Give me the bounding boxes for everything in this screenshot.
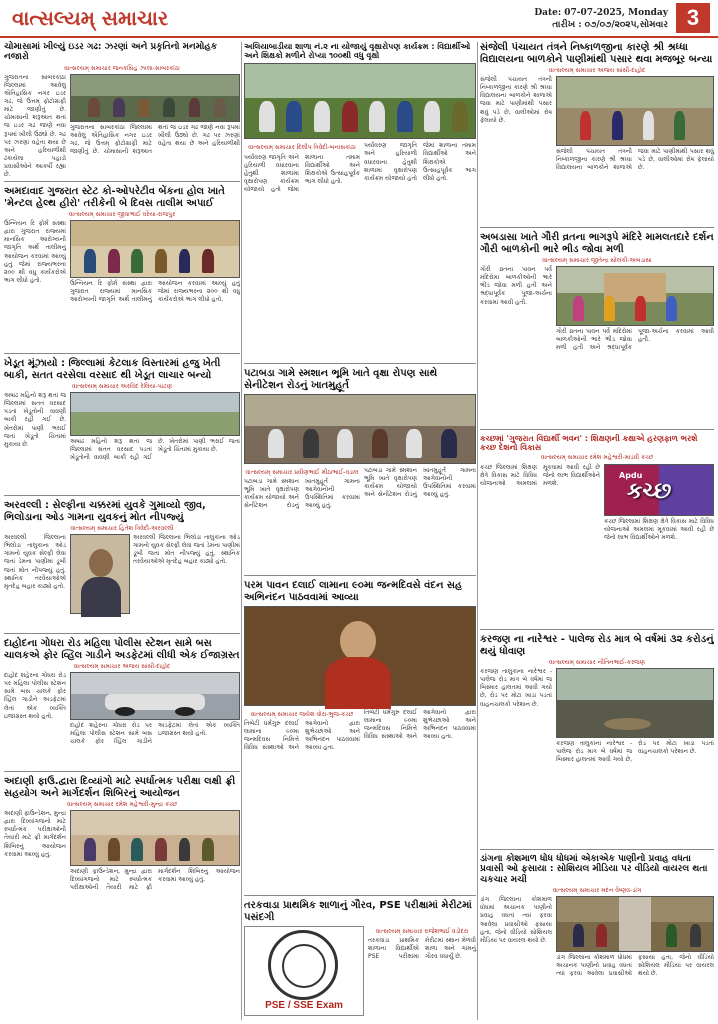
- byline: વાત્સલ્યમ્ સમાચાર જીવાભાઈ વરૈયા-રાજપુર: [68, 211, 176, 218]
- story-mental-health-hero: [4, 186, 240, 354]
- story-selfie-death: [4, 500, 240, 634]
- photo-damaged-car: [70, 672, 240, 720]
- column-divider: [477, 42, 478, 1020]
- byline: વાત્સલ્યમ્ સમાચાર જીતેન્દ્ર સોલંકી-અબડાસા: [542, 257, 652, 264]
- column-2: [244, 42, 476, 1020]
- column-divider: [241, 42, 242, 1020]
- article-body-cont: અરવલ્લી જિલ્લાના ભિલોડા તાલુકાના ઓડ ગામનો યુવક સેલ્ફી લેવા જતાં ડેમના પાણીમાં ડૂબી જતાં મોત નીપજ્યું હતું. સ્થાનિક તરવૈયાઓએ મૃતદેહ બહાર કાઢ્યો હતો.: [133, 534, 240, 566]
- article-body: ગુજરાતના સાબરકાંઠા જિલ્લામાં આવેલું ઐતિહાસિક નગર ઇડર ગઢ, જે ઉત્તમ્ ફોટોગ્રાફી માટે જાણીતું છે. ચોમાસાની શરૂઆત થતાં જ ઇડર ગઢ જાણે નવા રૂપમાં ખીલી ઉઠ્યો છે. ગઢ પર ઝરણાં વહેતા થયા છે અને હરિયાળીથી ઢંકાયેલા પહાડો પ્રવાસીઓને આકર્ષી રહ્યા છે.: [4, 73, 66, 178]
- photo-dalai-lama: [244, 606, 476, 706]
- photo-kids-in-water: [556, 76, 714, 146]
- headline: અમદાવાદ ગુજરાત સ્ટેટ કો-ઓપરેટીવ બેંકના હોલ ખાતે 'મેન્ટલ હેલ્થ હીરો' તરીકેની બે દિવસ તાલીમ અપાઈ: [4, 186, 225, 209]
- headline: અબડાસા ખાતે ગૌરી વ્રતના ભાગરૂપે મંદિરે મામલતદારે દર્શન ગૌરી બાળકોની ભારે ભીડ જોવા મળી: [480, 232, 714, 255]
- pse-exam-label: PSE / SSE Exam: [265, 1000, 343, 1011]
- story-karjan-road-damage: [480, 634, 714, 850]
- article-body: પટાબડા ગામે સ્મશાન ભૂમિ ખાતે વૃક્ષારોપણ કાર્યક્રમ યોજાયો અને સેનીટેશન રોડનું ખાતમુહૂર્ત ગામના આગેવાનોની ઉપસ્થિતિમાં કરવામાં આવ્યું હતું.: [244, 478, 360, 510]
- headline: કચ્છમાં 'ગુજરાત વિદ્યાર્થી ભવન' : શિક્ષણની કક્ષાએ હરણફાળ ભરશે કચ્છ દેશનો વિકાસ: [480, 434, 698, 453]
- date-gujarati: તારીખ : ૦૭/૦૭/૨૦૨૫,સોમવાર: [552, 20, 668, 30]
- article-body-cont: કરજણ તાલુકાના નારેશ્વર - પાલેજ રોડ માત્ર બે વર્ષમાં જ બિસ્માર હાલતમાં આવી ગયો છે, રોડ પર મોટા ખાડા પડતાં વાહનચાલકો પરેશાન છે.: [556, 740, 714, 764]
- state-seal-icon: [268, 930, 338, 1000]
- headline: દાહોદના ગોધરા રોડ મહિલા પોલીસ સ્ટેશન સામે બસ ચાલકએ ફોર વ્હિલ ગાડીને અડફેટમાં લીધી એક ઈજાગ્રસ્ત: [4, 638, 240, 661]
- article-body-cont: કચ્છ જિલ્લામાં શિક્ષણ ક્ષેત્રે વિકાસ માટે વિવિધ યોજનાઓ અમલમાં મૂકવામાં આવી રહી છે જેનો લાભ વિદ્યાર્થીઓને મળશે.: [604, 517, 714, 541]
- story-dalai-lama-birthday: [244, 580, 476, 896]
- byline: વાત્સલ્યમ્ સમાચાર નીતિનભાઈ-કરજણ: [549, 659, 645, 666]
- story-adani-foundation: [4, 776, 240, 1020]
- article-body-cont: ઉન્નિયન રિ ફોર્મ સંસ્થા દ્વારા ગુજરાત રાજ્યમાં માનસિક આરોગ્યની જાગૃતિ અર્થે તાલીમનું આયોજન કરવામાં આવ્યું હતું જેમાં રાજ્યભરના ૨૦૦ થી વધુ કાર્યકરોએ ભાગ લીધો હતો.: [70, 280, 240, 304]
- story-farmers-rain: [4, 358, 240, 496]
- newspaper-title: વાત્સલ્યમ્ સમાચાર: [12, 6, 169, 30]
- article-body-cont: પર્યાવરણ જાગૃતિ અને હરિયાળી વધારવાના હેતુથી શાળામાં વૃક્ષારોપણ કાર્યક્રમ યોજાયો હતો જેમાં શાળાના તમામ વિદ્યાર્થીઓ અને શિક્ષકોએ ઉત્સાહપૂર્વક ભાગ લીધો હતો.: [364, 142, 476, 182]
- apdu-kutch-banner: [604, 464, 714, 516]
- article-body-cont: તિબેટી ધર્મગુરુ દલાઈ લામાના ૯૦મા જન્મદિવસ નિમિત્તે વિવિધ સંસ્થાઓ અને આગેવાનો દ્વારા શુભેચ્છાઓ અને અભિનંદન પાઠવવામાં આવ્યા હતા.: [364, 709, 476, 741]
- story-sanjeli-flood-school: [480, 42, 714, 228]
- headline: અદાણી ફાઉ.દ્વારા દિવ્યાંગો માટે સ્પર્ધાત્મક પરીક્ષા લક્ષી ફ્રી સહયોગ અને માર્ગદર્શન શિબિરનું આયોજન: [4, 776, 236, 799]
- story-gauri-vrat-temple: [480, 232, 714, 430]
- headline: અરવલ્લી : સેલ્ફીના ચક્કરમાં યુવકે ગુમાવ્યો જીવ, ભિલોડાના ઓડ ગામના યુવકનું મોત નીપજ્યું: [4, 500, 206, 523]
- article-body-cont: સંજેલી પંચાયત તંત્રની નિષ્કાળજીના કારણે શ્રી શ્રધ્ધા વિદ્યાલયના બાળકોને શાળાએ જવા માટે પાણીમાંથી પસાર થવું પડે છે, વાલીઓમાં રોષ ફેલાયો છે.: [556, 148, 714, 172]
- article-body-cont: દાહોદ શહેરના ગોધરા રોડ પર મહિલા પોલીસ સ્ટેશન સામે બસ ચાલકે ફોર વ્હિલ ગાડીને અડફેટમાં લેતાં એક વ્યક્તિ ઇજાગ્રસ્ત થયો હતો.: [70, 722, 240, 746]
- byline: વાત્સલ્યમ્ સમાચાર રમેશ મહેશ્વરી-માંડવી કચ્છ: [540, 454, 654, 462]
- banner-kutch-text: કચ્છ: [627, 478, 672, 504]
- page-number: 3: [676, 3, 710, 33]
- article-body: અરવલ્લી જિલ્લાના ભિલોડા તાલુકાના ઓડ ગામનો યુવક સેલ્ફી લેવા જતાં ડેમના પાણીમાં ડૂબી જતાં મોત નીપજ્યું હતું. સ્થાનિક તરવૈયાઓએ મૃતદેહ બહાર કાઢ્યો હતો.: [4, 534, 66, 590]
- article-body-cont: ગૌરી વ્રતના પાવન પર્વે મંદિરોમાં બાળકીઓની ભારે ભીડ જોવા મળી હતી અને શ્રદ્ધાપૂર્વક પૂજા-અર્ચના કરવામાં આવી હતી.: [556, 328, 714, 352]
- headline: ડાંગના કોશમાળ ધોધ ધોધમાં એકાએક પાણીનો પ્રવાહ વધતા પ્રવાસી ઓ ફસાયા : સોશિયલ મીડિયા પર વીડિયો વાયરલ થતા ચકચાર મચી: [480, 854, 708, 885]
- headline: તરકવાડા પ્રાથમિક શાળાનું ગૌરવ, PSE પરીક્ષામાં મેરીટમાં પસંદગી: [244, 900, 472, 923]
- article-body-cont: ગુજરાતના સાબરકાંઠા જિલ્લામાં આવેલું ઐતિહાસિક નગર ઇડર ગઢ, જે ઉત્તમ્ ફોટોગ્રાફી માટે જાણીતું છે. ચોમાસાની શરૂઆત થતાં જ ઇડર ગઢ જાણે નવા રૂપમાં ખીલી ઉઠ્યો છે. ગઢ પર ઝરણાં વહેતા થયા છે અને હરિયાળીથી: [70, 123, 240, 156]
- pse-exam-emblem: [244, 926, 364, 1016]
- dateline: [534, 7, 668, 31]
- byline: વાત્સલ્યમ્ સમાચાર રમેશ મહેશ્વરી-મુન્દ્રા કચ્છ: [66, 801, 178, 808]
- article-body: ડાંગ જિલ્લાના કોશમાળ ધોધમાં અચાનક પાણીનો પ્રવાહ વધતાં ત્યાં ફરવા આવેલા પ્રવાસીઓ ફસાયા હતા, જેનો વીડિયો સોશિયલ મીડિયા પર વાયરલ થયો છે.: [480, 896, 552, 944]
- article-body: કચ્છ જિલ્લામાં શિક્ષણ ક્ષેત્રે વિકાસ માટે વિવિધ યોજનાઓ અમલમાં મૂકવામાં આવી રહી છે જેનો લાભ વિદ્યાર્થીઓને મળશે.: [480, 463, 600, 487]
- photo-damaged-road: [556, 668, 714, 738]
- byline: વાત્સલ્યમ્ સમાચાર પ્રવીણભાઈ મીઠાભાઈ-વડાલ: [245, 469, 359, 476]
- headline: ચોમાસામાં ખીલ્યું ઇડર ગઢ: ઝરણાં અને પ્રકૃતિનો મનમોહક નજારો: [4, 42, 218, 63]
- article-body: અદાણી ફાઉન્ડેશન, મુન્દ્રા દ્વારા દિવ્યાંગજનો માટે સ્પર્ધાત્મક પરીક્ષાઓની તૈયારી માટે ફ્રી માર્ગદર્શન શિબિરનું આયોજન કરવામાં આવ્યું હતું.: [4, 810, 66, 858]
- byline: વાત્સલ્યમ્ સમાચાર જનકસિંહ ઝાલા-સાબરકાંઠા: [64, 64, 180, 72]
- byline: વાત્સલ્યમ્ સમાચાર મદન વૈષ્ણવ-ડાંગ: [552, 887, 642, 895]
- headline: સંજેલી પંચાયત તંત્રને નિષ્કાળજીના કારણે શ્રી શ્રધ્ધા વિદ્યાલયના બાળકોને પાણીમાંથી પસાર થવા મજબૂર બન્યા: [480, 42, 713, 65]
- byline: વાત્સલ્યમ્ સમાચાર હિતેશ ત્રિવેદી-અરવલ્લી: [70, 525, 174, 532]
- photo-temple-crowd: [556, 266, 714, 326]
- photo-waterfall-crowd: [556, 896, 714, 952]
- article-body-cont: પટાબડા ગામે સ્મશાન ભૂમિ ખાતે વૃક્ષારોપણ કાર્યક્રમ યોજાયો અને સેનીટેશન રોડનું ખાતમુહૂર્ત ગામના આગેવાનોની ઉપસ્થિતિમાં કરવામાં આવ્યું હતું.: [364, 467, 476, 499]
- story-kutch-education: [480, 434, 714, 630]
- byline: વાત્સલ્યમ્ સમાચાર અજય સાંસી-દાહોદ: [73, 663, 171, 670]
- article-body: સંજેલી પંચાયત તંત્રની નિષ્કાળજીના કારણે શ્રી શ્રધ્ધા વિદ્યાલયના બાળકોને શાળાએ જવા માટે પાણીમાંથી પસાર થવું પડે છે, વાલીઓમાં રોષ ફેલાયો છે.: [480, 76, 552, 124]
- story-tarakwada-school-pse: [244, 900, 476, 1020]
- headline: કરજણ ના નારેશ્વર - પાલેજ રોડ માત્ર બે વર્ષમાં ૩૨ કરોડનું થયું ધોવાણ: [480, 634, 714, 657]
- article-body: ગૌરી વ્રતના પાવન પર્વે મંદિરોમાં બાળકીઓની ભારે ભીડ જોવા મળી હતી અને શ્રદ્ધાપૂર્વક પૂજા-અર્ચના કરવામાં આવી હતી.: [480, 266, 552, 306]
- photo-young-man: [70, 534, 130, 614]
- photo-group-people: [70, 74, 240, 122]
- article-body: અષાઢ મહિનો શરૂ થતાં જ જિલ્લામાં સતત વરસાદ પડતાં ખેડૂતોની વાવણી બાકી રહી ગઈ છે. ખેતરોમાં પાણી ભરાઈ જતાં ખેડૂતો ચિંતામાં મુકાયા છે.: [4, 392, 66, 448]
- byline: વાત્સલ્યમ્ સમાચાર દિલીપ ત્રિવેદી-બનાસકાંઠા: [248, 144, 356, 152]
- photo-students-planting: [244, 63, 476, 139]
- headline: ખેડૂત મૂંઝાયો : જિલ્લામાં કેટલાક વિસ્તારમાં હજુ ખેતી બાકી, સતત વરસેલા વરસાદ થી ખેડૂત લાચાર બન્યો: [4, 358, 221, 381]
- date-english: Date: 07-07-2025, Monday: [534, 8, 668, 18]
- story-idar-gadh: [4, 42, 240, 182]
- byline: વાત્સલ્યમ્ સમાચાર રાજેશભાઈ વડોદરા: [375, 928, 469, 935]
- headline: અલિયાબાડીયા શાળા નં.૨ ના યોજાયું વૃક્ષારોપણ કાર્યક્રમ : વિદ્યાર્થીઓ અને શિક્ષકો મળીને રોપ્યા ૧૦૦થી વધુ વૃક્ષો: [244, 42, 471, 61]
- article-body-cont: અદાણી ફાઉન્ડેશન, મુન્દ્રા દ્વારા દિવ્યાંગજનો માટે સ્પર્ધાત્મક પરીક્ષાઓની તૈયારી માટે ફ્રી માર્ગદર્શન શિબિરનું આયોજન કરવામાં આવ્યું હતું.: [70, 868, 240, 892]
- photo-training-session: [70, 220, 240, 278]
- article-body: ઉન્નિયન રિ ફોર્મ સંસ્થા દ્વારા ગુજરાત રાજ્યમાં માનસિક આરોગ્યની જાગૃતિ અર્થે તાલીમનું આયોજન કરવામાં આવ્યું હતું જેમાં રાજ્યભરના ૨૦૦ થી વધુ કાર્યકરોએ ભાગ લીધો હતો.: [4, 220, 66, 284]
- article-body: કરજણ તાલુકાના નારેશ્વર - પાલેજ રોડ માત્ર બે વર્ષમાં જ બિસ્માર હાલતમાં આવી ગયો છે, રોડ પર મોટા ખાડા પડતાં વાહનચાલકો પરેશાન છે.: [480, 668, 552, 708]
- photo-flooded-field: [70, 392, 240, 436]
- headline: પટાબડા ગામે સ્મશાન ભૂમિ ખાતે વૃક્ષા રોપણ સાથે સેનીટેશન રોડનું ખાતમુહૂર્ત: [244, 368, 438, 391]
- byline: વાત્સલ્યમ્ સમાચાર જયેશ વોરા-ભુજ-કચ્છ: [250, 711, 354, 718]
- column-1: [4, 42, 240, 1020]
- story-dahod-bus-accident: [4, 638, 240, 772]
- masthead: [0, 0, 718, 38]
- byline: વાત્સલ્યમ્ સમાચાર અરવિંદ રેલિયા-પાટણ: [71, 383, 173, 390]
- article-body: દાહોદ શહેરના ગોધરા રોડ પર મહિલા પોલીસ સ્ટેશન સામે બસ ચાલકે ફોર વ્હિલ ગાડીને અડફેટમાં લેતાં એક વ્યક્તિ ઇજાગ્રસ્ત થયો હતો.: [4, 672, 66, 720]
- story-tree-plantation-school: [244, 42, 476, 364]
- column-3: [480, 42, 714, 1020]
- story-patabada-cremation: [244, 368, 476, 576]
- headline: પરમ પાવન દલાઈ લામાના ૯૦મા જન્મદિવસે વંદન સહ અભિનંદન પાઠવવામાં આવ્યા: [244, 580, 463, 603]
- photo-seminar-audience: [70, 810, 240, 866]
- photo-villagers-plantation: [244, 394, 476, 464]
- story-dang-waterfall-tourists: [480, 854, 714, 1020]
- article-body: તિબેટી ધર્મગુરુ દલાઈ લામાના ૯૦મા જન્મદિવસ નિમિત્તે વિવિધ સંસ્થાઓ અને આગેવાનો દ્વારા શુભેચ્છાઓ અને અભિનંદન પાઠવવામાં આવ્યા હતા.: [244, 720, 360, 752]
- byline: વાત્સલ્યમ્ સમાચાર અજય સાંસી-દાહોદ: [548, 67, 646, 74]
- banner-small-text: Apdu: [619, 470, 643, 480]
- article-body: પર્યાવરણ જાગૃતિ અને હરિયાળી વધારવાના હેતુથી શાળામાં વૃક્ષારોપણ કાર્યક્રમ યોજાયો હતો જેમાં શાળાના તમામ વિદ્યાર્થીઓ અને શિક્ષકોએ ઉત્સાહપૂર્વક ભાગ લીધો હતો.: [244, 153, 360, 193]
- article-body: તરકવાડા પ્રાથમિક શાળાના વિદ્યાર્થીએ PSE પરીક્ષામાં મેરીટમાં સ્થાન મેળવી શાળા અને ગામનું ગૌરવ વધાર્યું છે.: [368, 937, 476, 961]
- article-body-cont: ડાંગ જિલ્લાના કોશમાળ ધોધમાં અચાનક પાણીનો પ્રવાહ વધતાં ત્યાં ફરવા આવેલા પ્રવાસીઓ ફસાયા હતા, જેનો વીડિયો સોશિયલ મીડિયા પર વાયરલ થયો છે.: [556, 954, 714, 978]
- article-body-cont: અષાઢ મહિનો શરૂ થતાં જ જિલ્લામાં સતત વરસાદ પડતાં ખેડૂતોની વાવણી બાકી રહી ગઈ છે. ખેતરોમાં પાણી ભરાઈ જતાં ખેડૂતો ચિંતામાં મુકાયા છે.: [70, 438, 240, 462]
